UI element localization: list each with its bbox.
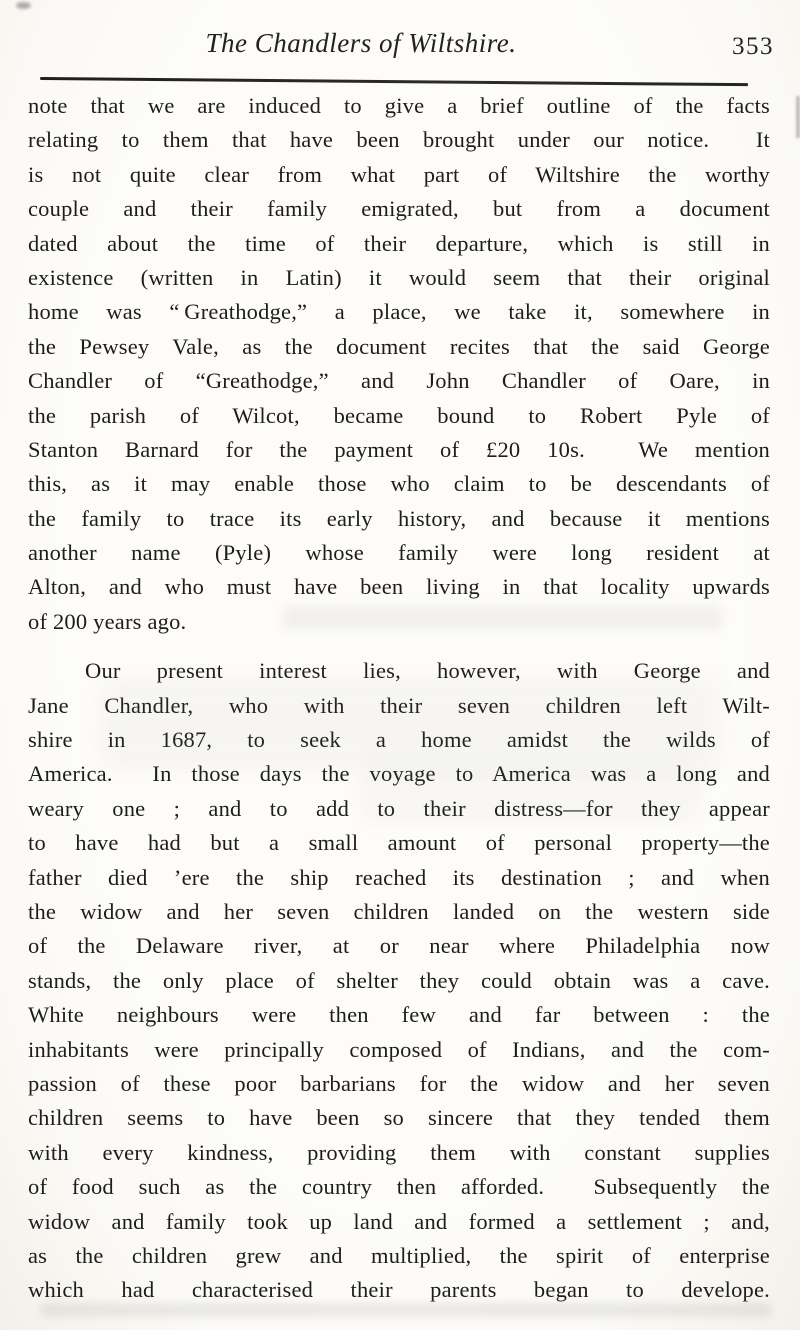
text-line: the widow and her seven children landed on the western side (28, 898, 770, 924)
text-line: as the children grew and multiplied, the spirit of enterprise (28, 1242, 770, 1268)
text-line: existence (written in Latin) it would seem that their original (28, 264, 770, 290)
text-line: another name (Pyle) whose family were long resident at (28, 540, 770, 566)
scan-edge-artifact (796, 96, 800, 138)
text-line: shire in 1687, to seek a home amidst the wilds of (28, 727, 770, 753)
text-line: Chandler of “Greathodge,” and John Chandler of Oare, in (28, 368, 770, 394)
text-line: Our present interest lies, however, with George and (85, 658, 770, 684)
text-line: relating to them that have been brought under our notice. It (28, 127, 770, 153)
text-line: the family to trace its early history, and because it mentions (28, 505, 770, 531)
text-line: White neighbours were then few and far between : the (28, 1002, 770, 1028)
text-line: stands, the only place of shelter they could obtain was a cave. (28, 967, 770, 993)
page-number: 353 (732, 33, 774, 60)
body-text (28, 89, 770, 1308)
text-line: of the Delaware river, at or near where Philadelphia now (28, 933, 770, 959)
text-line: home was “ Greathodge,” a place, we take it, somewhere in (28, 299, 770, 325)
text-line: of 200 years ago. (28, 608, 187, 634)
text-line: this, as it may enable those who claim to be descendants of (28, 471, 770, 497)
text-line: Alton, and who must have been living in that locality upwards (28, 574, 770, 600)
running-title: The Chandlers of Wiltshire. (205, 28, 517, 58)
text-line: inhabitants were principally composed of Indians, and the com- (28, 1036, 770, 1062)
text-line: is not quite clear from what part of Wiltshire the worthy (28, 161, 770, 187)
text-line: children seems to have been so sincere that they tended them (28, 1105, 770, 1131)
paragraph (28, 654, 770, 1307)
text-line: with every kindness, providing them with constant supplies (28, 1139, 770, 1165)
text-line: Stanton Barnard for the payment of £20 10s. We mention (28, 436, 770, 462)
text-line: the parish of Wilcot, became bound to Robert Pyle of (28, 402, 770, 428)
header-rule (40, 77, 748, 86)
text-line: passion of these poor barbarians for the widow and her seven (28, 1070, 770, 1096)
scan-speck-artifact (16, 2, 31, 9)
text-line: widow and family took up land and formed a settlement ; and, (28, 1208, 770, 1234)
text-line: to have had but a small amount of personal property—the (28, 830, 770, 856)
text-line: Jane Chandler, who with their seven children left Wilt- (28, 692, 770, 718)
text-line: America. In those days the voyage to America was a long and (28, 761, 770, 787)
text-line: note that we are induced to give a brief outline of the facts (28, 93, 770, 118)
text-line: which had characterised their parents began to develope. (28, 1277, 770, 1303)
text-line: father died ’ere the ship reached its destination ; and when (28, 864, 770, 890)
paragraph (28, 89, 770, 639)
text-line: weary one ; and to add to their distress—for they appear (28, 795, 770, 821)
text-line: dated about the time of their departure, which is still in (28, 230, 770, 256)
text-line: the Pewsey Vale, as the document recites that the said George (28, 333, 770, 359)
text-line: of food such as the country then afforded. Subsequently the (28, 1174, 770, 1200)
text-line: couple and their family emigrated, but from a document (28, 196, 770, 222)
